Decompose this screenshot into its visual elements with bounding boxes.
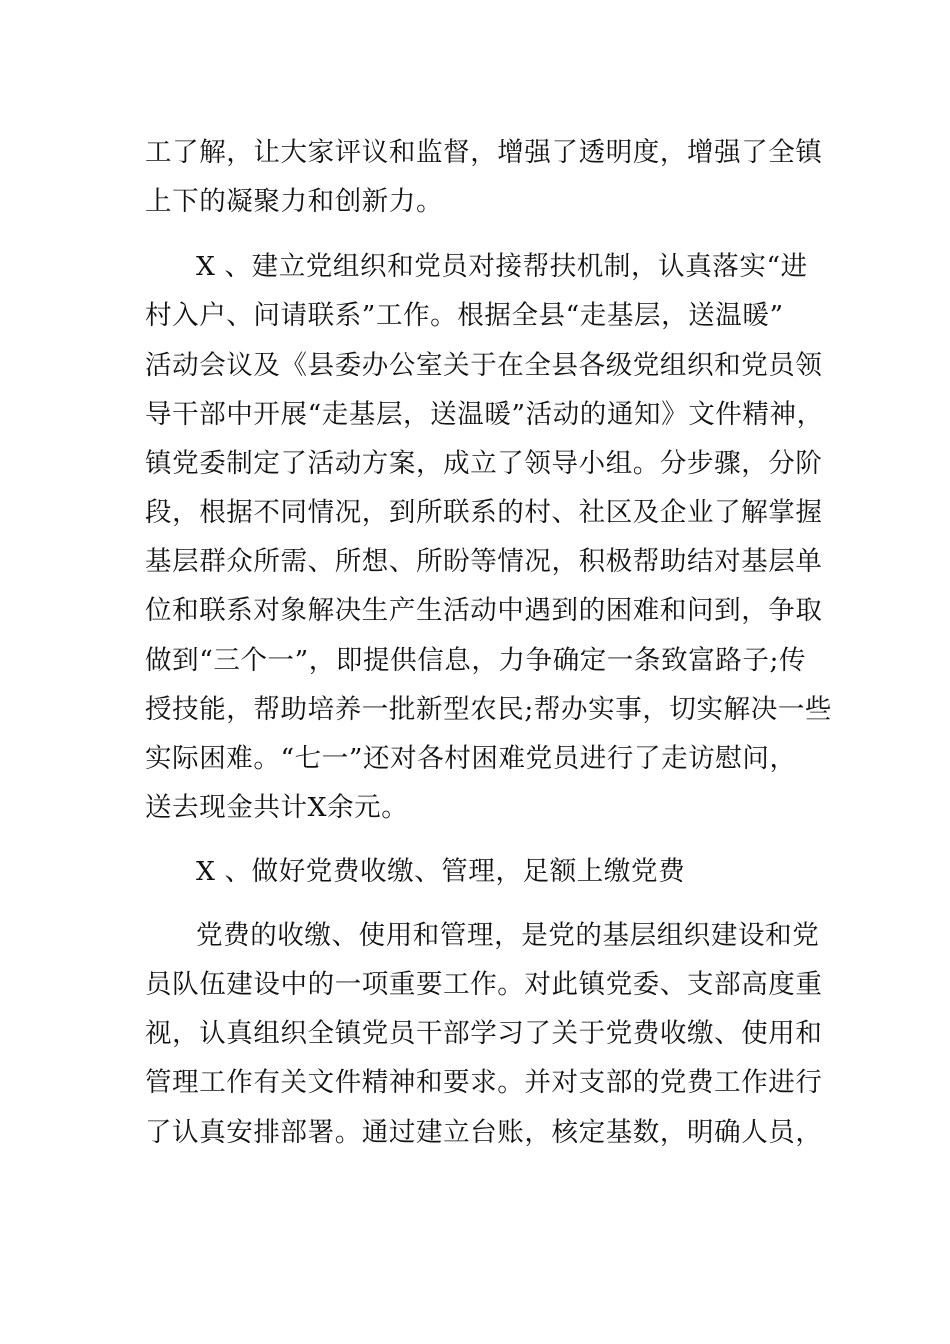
text-line: 管理工作有关文件精神和要求。并对支部的党费工作进行 — [145, 1067, 823, 1098]
text-line: 镇党委制定了活动方案，成立了领导小组。分步骤，分阶 — [145, 448, 823, 479]
text-line: 工了解，让大家评议和监督，增强了透明度，增强了全镇 — [145, 137, 823, 168]
text-line: 送去现金共计X余元。 — [145, 792, 409, 823]
text-line: 视，认真组织全镇党员干部学习了关于党费收缴、使用和 — [145, 1018, 823, 1049]
text-line: 村入户、问请联系”工作。根据全县“走基层，送温暖” — [145, 300, 784, 331]
text-line: 活动会议及《县委办公室关于在全县各级党组织和党员领 — [145, 350, 823, 381]
section-heading: X 、建立党组织和党员对接帮扶机制，认真落实“进 — [196, 251, 808, 282]
text-line: 了认真安排部署。通过建立台账，核定基数，明确人员， — [145, 1117, 823, 1148]
text-line: 党费的收缴、使用和管理，是党的基层组织建设和党 — [196, 920, 820, 951]
text-line: 位和联系对象解决生产生活动中遇到的困难和问到，争取 — [145, 595, 823, 626]
text-line: 实际困难。“七一”还对各村困难党员进行了走访慰问， — [145, 743, 797, 774]
text-line: 授技能，帮助培养一批新型农民;帮办实事，切实解决一些 — [145, 694, 833, 725]
text-line: 上下的凝聚力和创新力。 — [145, 186, 444, 217]
text-line: 基层群众所需、所想、所盼等情况，积极帮助结对基层单 — [145, 546, 823, 577]
section-heading: X 、做好党费收缴、管理，足额上缴党费 — [196, 856, 686, 887]
text-line: 员队伍建设中的一项重要工作。对此镇党委、支部高度重 — [145, 969, 823, 1000]
text-line: 做到“三个一”，即提供信息，力争确定一条致富路子;传 — [145, 645, 807, 676]
text-line: 段，根据不同情况，到所联系的村、社区及企业了解掌握 — [145, 497, 823, 528]
text-line: 导干部中开展“走基层，送温暖”活动的通知》文件精神， — [145, 399, 824, 430]
